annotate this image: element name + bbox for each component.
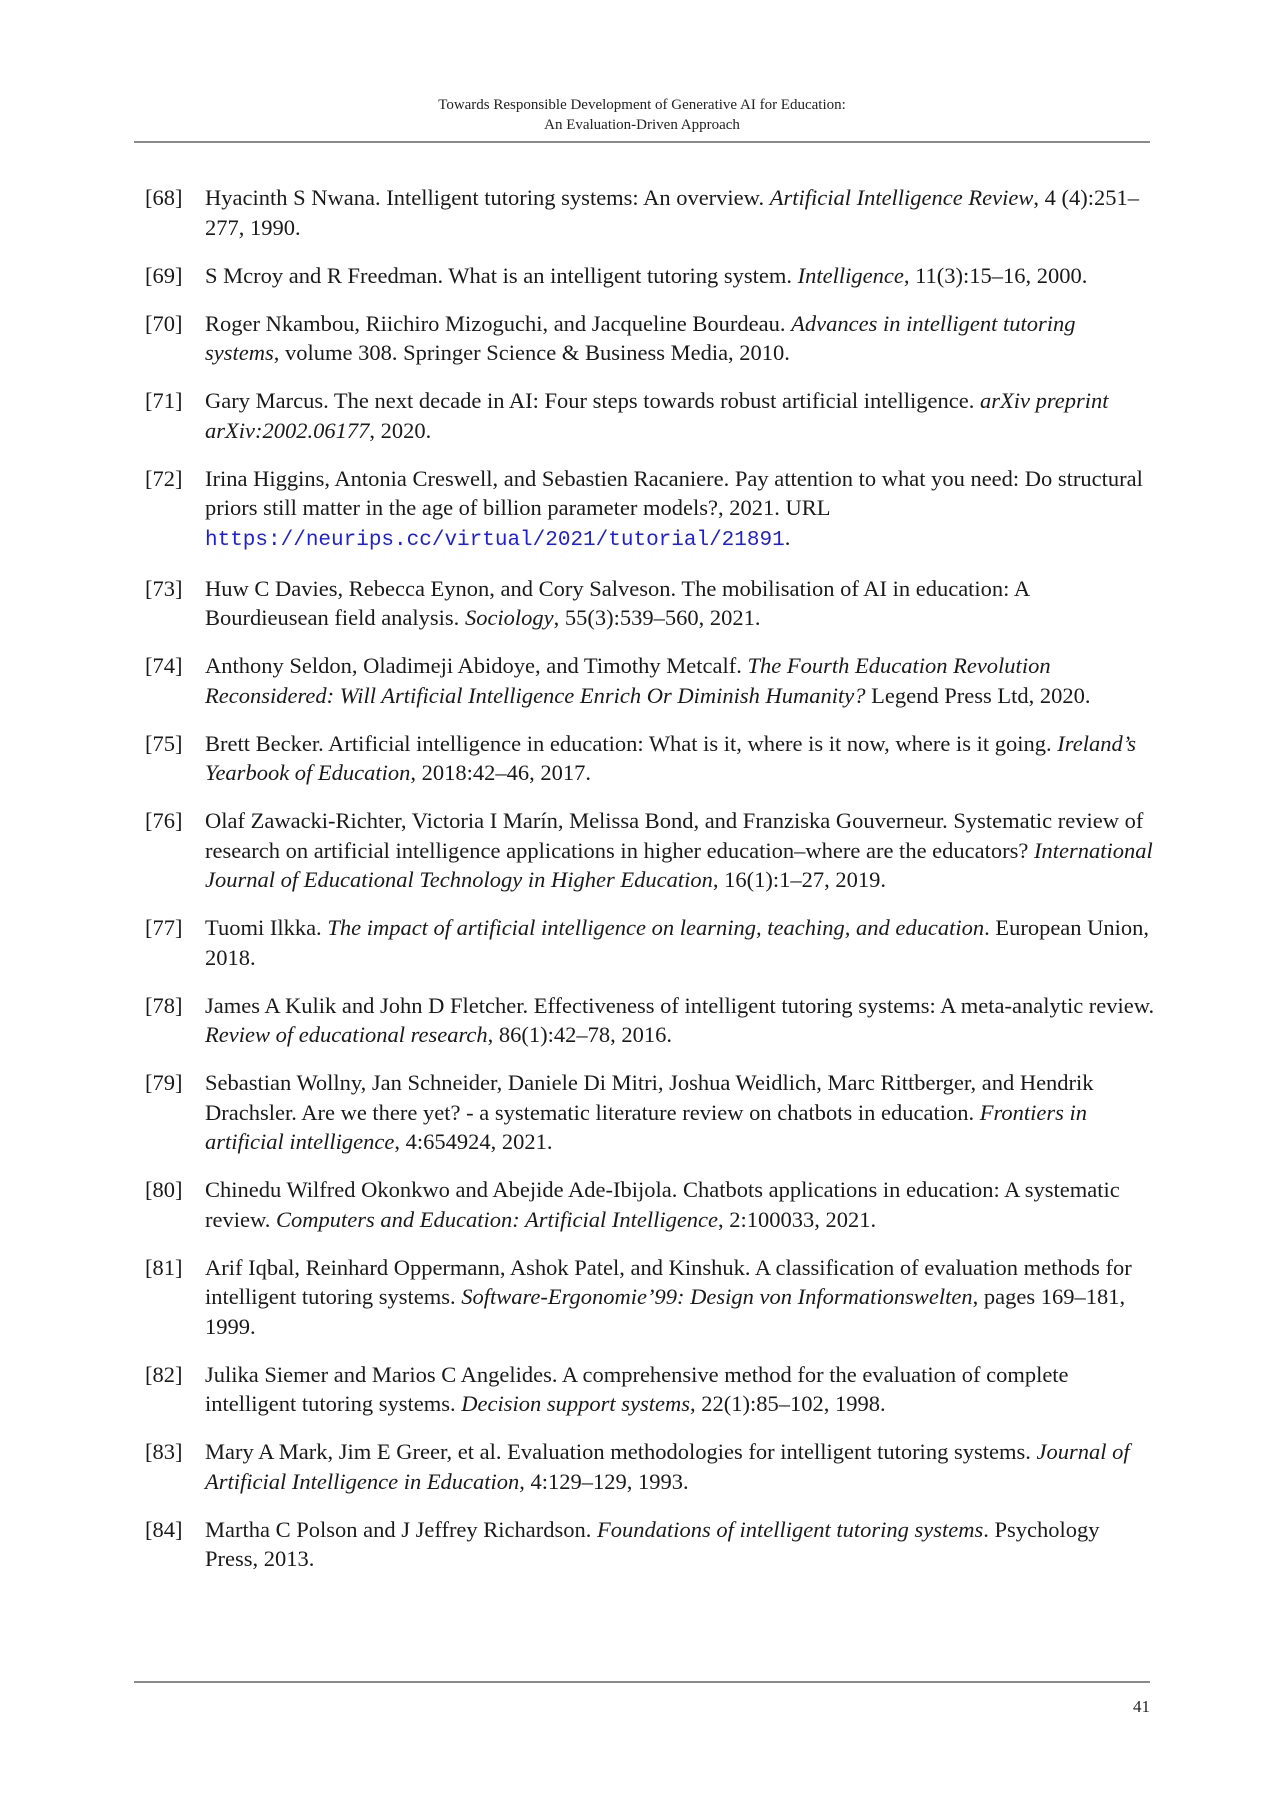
reference-venue-italic: Computers and Education: Artificial Intelligence bbox=[276, 1206, 719, 1232]
reference-text bbox=[205, 731, 1136, 786]
reference-text-segment: , volume 308. Springer Science & Business Media, 2010. bbox=[273, 340, 790, 365]
reference-item bbox=[145, 729, 1155, 788]
reference-venue-italic: Review of educational research bbox=[205, 1022, 488, 1047]
reference-venue-italic: Decision support systems bbox=[461, 1391, 690, 1416]
reference-venue-italic: Software-Ergonomie’99: Design von Informationswelten bbox=[461, 1284, 973, 1309]
reference-venue-italic: Sociology bbox=[464, 605, 554, 630]
reference-label: [80] bbox=[145, 1177, 183, 1202]
reference-text bbox=[205, 915, 1149, 970]
reference-label: [76] bbox=[145, 808, 183, 833]
reference-label: [83] bbox=[145, 1439, 183, 1464]
reference-text bbox=[205, 1070, 1094, 1154]
reference-venue-italic: Frontiers in artificial intelligence bbox=[205, 1099, 1087, 1154]
header-title-line-2: An Evaluation-Driven Approach bbox=[544, 117, 740, 133]
reference-text-segment: , pages 169–181, 1999. bbox=[205, 1284, 1126, 1339]
reference-label: [82] bbox=[145, 1361, 183, 1387]
reference-text bbox=[205, 466, 1143, 550]
reference-text-segment: Olaf Zawacki-Richter, Victoria I Marín, Melissa Bond, and Franziska Gouverneur. Systematic review of research on artificial intelligence applications in higher education–where are the educators? bbox=[205, 808, 1144, 863]
reference-list bbox=[145, 183, 1155, 1592]
reference-venue-italic: International Journal of Educational Technology in Higher Education bbox=[205, 837, 1153, 892]
reference-venue-italic: Foundations of intelligent tutoring systems bbox=[597, 1516, 984, 1542]
reference-text-segment: , 2020. bbox=[369, 417, 432, 443]
reference-label: [70] bbox=[145, 310, 183, 336]
reference-venue-italic: The impact of artificial intelligence on learning, teaching, and education bbox=[327, 915, 985, 940]
reference-text-segment: , 4 (4):251–277, 1990. bbox=[205, 185, 1139, 240]
reference-text-segment: Hyacinth S Nwana. Intelligent tutoring systems: An overview. bbox=[205, 185, 770, 210]
reference-label: [75] bbox=[145, 730, 183, 756]
footer-rule bbox=[134, 1681, 1150, 1683]
reference-text-segment: Gary Marcus. The next decade in AI: Four steps towards robust artificial intelligence. bbox=[205, 388, 980, 413]
reference-text-segment: , 55(3):539–560, 2021. bbox=[553, 605, 761, 630]
reference-label: [68] bbox=[145, 185, 183, 210]
reference-text-segment: , 16(1):1–27, 2019. bbox=[712, 867, 886, 892]
reference-text-segment: Sebastian Wollny, Jan Schneider, Daniele Di Mitri, Joshua Weidlich, Marc Rittberger, and Hendrik Drachsler. Are we there yet? - a systematic literature review on chatbots in education. bbox=[205, 1070, 1094, 1125]
reference-text-segment: Brett Becker. Artificial intelligence in education: What is it, where is it now, where is it going. bbox=[205, 730, 1058, 756]
reference-item bbox=[145, 1360, 1155, 1419]
reference-text bbox=[205, 653, 1090, 708]
reference-text-segment: , 4:654924, 2021. bbox=[394, 1129, 553, 1154]
reference-text bbox=[205, 1255, 1132, 1339]
reference-item bbox=[145, 1437, 1155, 1496]
reference-label: [73] bbox=[145, 575, 183, 601]
reference-text-segment: , 22(1):85–102, 1998. bbox=[689, 1391, 886, 1416]
reference-label: [79] bbox=[145, 1070, 183, 1095]
reference-text-segment: Tuomi Ilkka. bbox=[205, 915, 328, 940]
reference-venue-italic: Ireland’s Yearbook of Education bbox=[205, 730, 1137, 785]
reference-text-segment: , 86(1):42–78, 2016. bbox=[487, 1022, 672, 1047]
page-number: 41 bbox=[1133, 1697, 1150, 1716]
reference-label: [69] bbox=[145, 262, 183, 288]
reference-text bbox=[205, 576, 1029, 631]
reference-text-segment: James A Kulik and John D Fletcher. Effectiveness of intelligent tutoring systems: A meta-analytic review. bbox=[205, 992, 1155, 1018]
reference-text-segment: . European Union, 2018. bbox=[205, 915, 1150, 970]
reference-item bbox=[145, 309, 1155, 368]
reference-item bbox=[145, 806, 1155, 895]
reference-venue-italic: Journal of Artificial Intelligence in Education bbox=[205, 1439, 1130, 1494]
reference-item bbox=[145, 183, 1155, 242]
header-title-line-1: Towards Responsible Development of Generative AI for Education: bbox=[438, 97, 846, 113]
reference-text-segment: . bbox=[784, 524, 791, 550]
reference-label: [71] bbox=[145, 388, 183, 413]
reference-label: [81] bbox=[145, 1254, 183, 1280]
reference-item bbox=[145, 464, 1155, 556]
reference-venue-italic: Artificial Intelligence Review bbox=[769, 185, 1034, 210]
reference-text-segment: Mary A Mark, Jim E Greer, et al. Evaluation methodologies for intelligent tutoring systems. bbox=[205, 1439, 1037, 1464]
reference-label: [74] bbox=[145, 653, 183, 678]
reference-text-segment: Irina Higgins, Antonia Creswell, and Sebastien Racaniere. Pay attention to what you need: Do structural priors still matter in the age of billion parameter models?, 2021. URL bbox=[205, 465, 1143, 520]
reference-label: [72] bbox=[145, 465, 183, 491]
reference-text bbox=[205, 311, 1075, 366]
reference-text-segment: Legend Press Ltd, 2020. bbox=[865, 682, 1091, 708]
reference-text bbox=[205, 808, 1153, 892]
reference-item bbox=[145, 1068, 1155, 1157]
reference-text bbox=[205, 263, 1087, 288]
reference-label: [77] bbox=[145, 915, 183, 940]
reference-label: [84] bbox=[145, 1516, 183, 1542]
reference-label: [78] bbox=[145, 992, 183, 1018]
reference-venue-italic: The Fourth Education Revolution Reconsidered: Will Artificial Intelligence Enrich Or Diminish Humanity? bbox=[205, 653, 1051, 708]
reference-text-segment: Arif Iqbal, Reinhard Oppermann, Ashok Patel, and Kinshuk. A classification of evaluation methods for intelligent tutoring systems. bbox=[205, 1254, 1132, 1309]
reference-text-segment: Julika Siemer and Marios C Angelides. A comprehensive method for the evaluation of complete intelligent tutoring systems. bbox=[205, 1361, 1069, 1416]
reference-text-segment: , 11(3):15–16, 2000. bbox=[903, 262, 1088, 288]
reference-item bbox=[145, 386, 1155, 445]
reference-text bbox=[205, 185, 1139, 240]
reference-text-segment: Huw C Davies, Rebecca Eynon, and Cory Salveson. The mobilisation of AI in education: A Bourdieusean field analysis. bbox=[205, 575, 1029, 630]
reference-item bbox=[145, 913, 1155, 972]
reference-item bbox=[145, 651, 1155, 710]
reference-item bbox=[145, 1253, 1155, 1342]
reference-text-segment: , 4:129–129, 1993. bbox=[519, 1468, 689, 1494]
reference-text bbox=[205, 1177, 1120, 1232]
reference-text bbox=[205, 1362, 1069, 1417]
reference-text bbox=[205, 1439, 1130, 1494]
reference-venue-italic: arXiv preprint arXiv:2002.06177 bbox=[205, 388, 1109, 443]
reference-item bbox=[145, 574, 1155, 633]
reference-text-segment: , 2018:42–46, 2017. bbox=[410, 760, 592, 785]
header-rule bbox=[134, 141, 1150, 143]
reference-text-segment: , 2:100033, 2021. bbox=[718, 1206, 877, 1232]
reference-text bbox=[205, 993, 1154, 1048]
reference-venue-italic: Intelligence bbox=[797, 262, 904, 288]
reference-text bbox=[205, 1517, 1100, 1572]
reference-text-segment: S Mcroy and R Freedman. What is an intelligent tutoring system. bbox=[205, 262, 798, 288]
reference-item bbox=[145, 1175, 1155, 1234]
reference-item bbox=[145, 261, 1155, 291]
reference-item bbox=[145, 1515, 1155, 1574]
reference-text-segment: Anthony Seldon, Oladimeji Abidoye, and Timothy Metcalf. bbox=[205, 653, 748, 678]
reference-item bbox=[145, 991, 1155, 1050]
reference-venue-italic: Advances in intelligent tutoring systems bbox=[205, 310, 1076, 365]
reference-text-segment: Martha C Polson and J Jeffrey Richardson. bbox=[205, 1516, 598, 1542]
reference-text-segment: Chinedu Wilfred Okonkwo and Abejide Ade-Ibijola. Chatbots applications in education: A systematic review. bbox=[205, 1177, 1120, 1232]
reference-text-segment: Roger Nkambou, Riichiro Mizoguchi, and Jacqueline Bourdeau. bbox=[205, 310, 792, 336]
reference-text bbox=[205, 388, 1109, 443]
running-header bbox=[134, 95, 1150, 135]
reference-text-segment: . Psychology Press, 2013. bbox=[205, 1516, 1100, 1571]
reference-url-link[interactable]: https://neurips.cc/virtual/2021/tutorial/21891 bbox=[205, 528, 785, 552]
